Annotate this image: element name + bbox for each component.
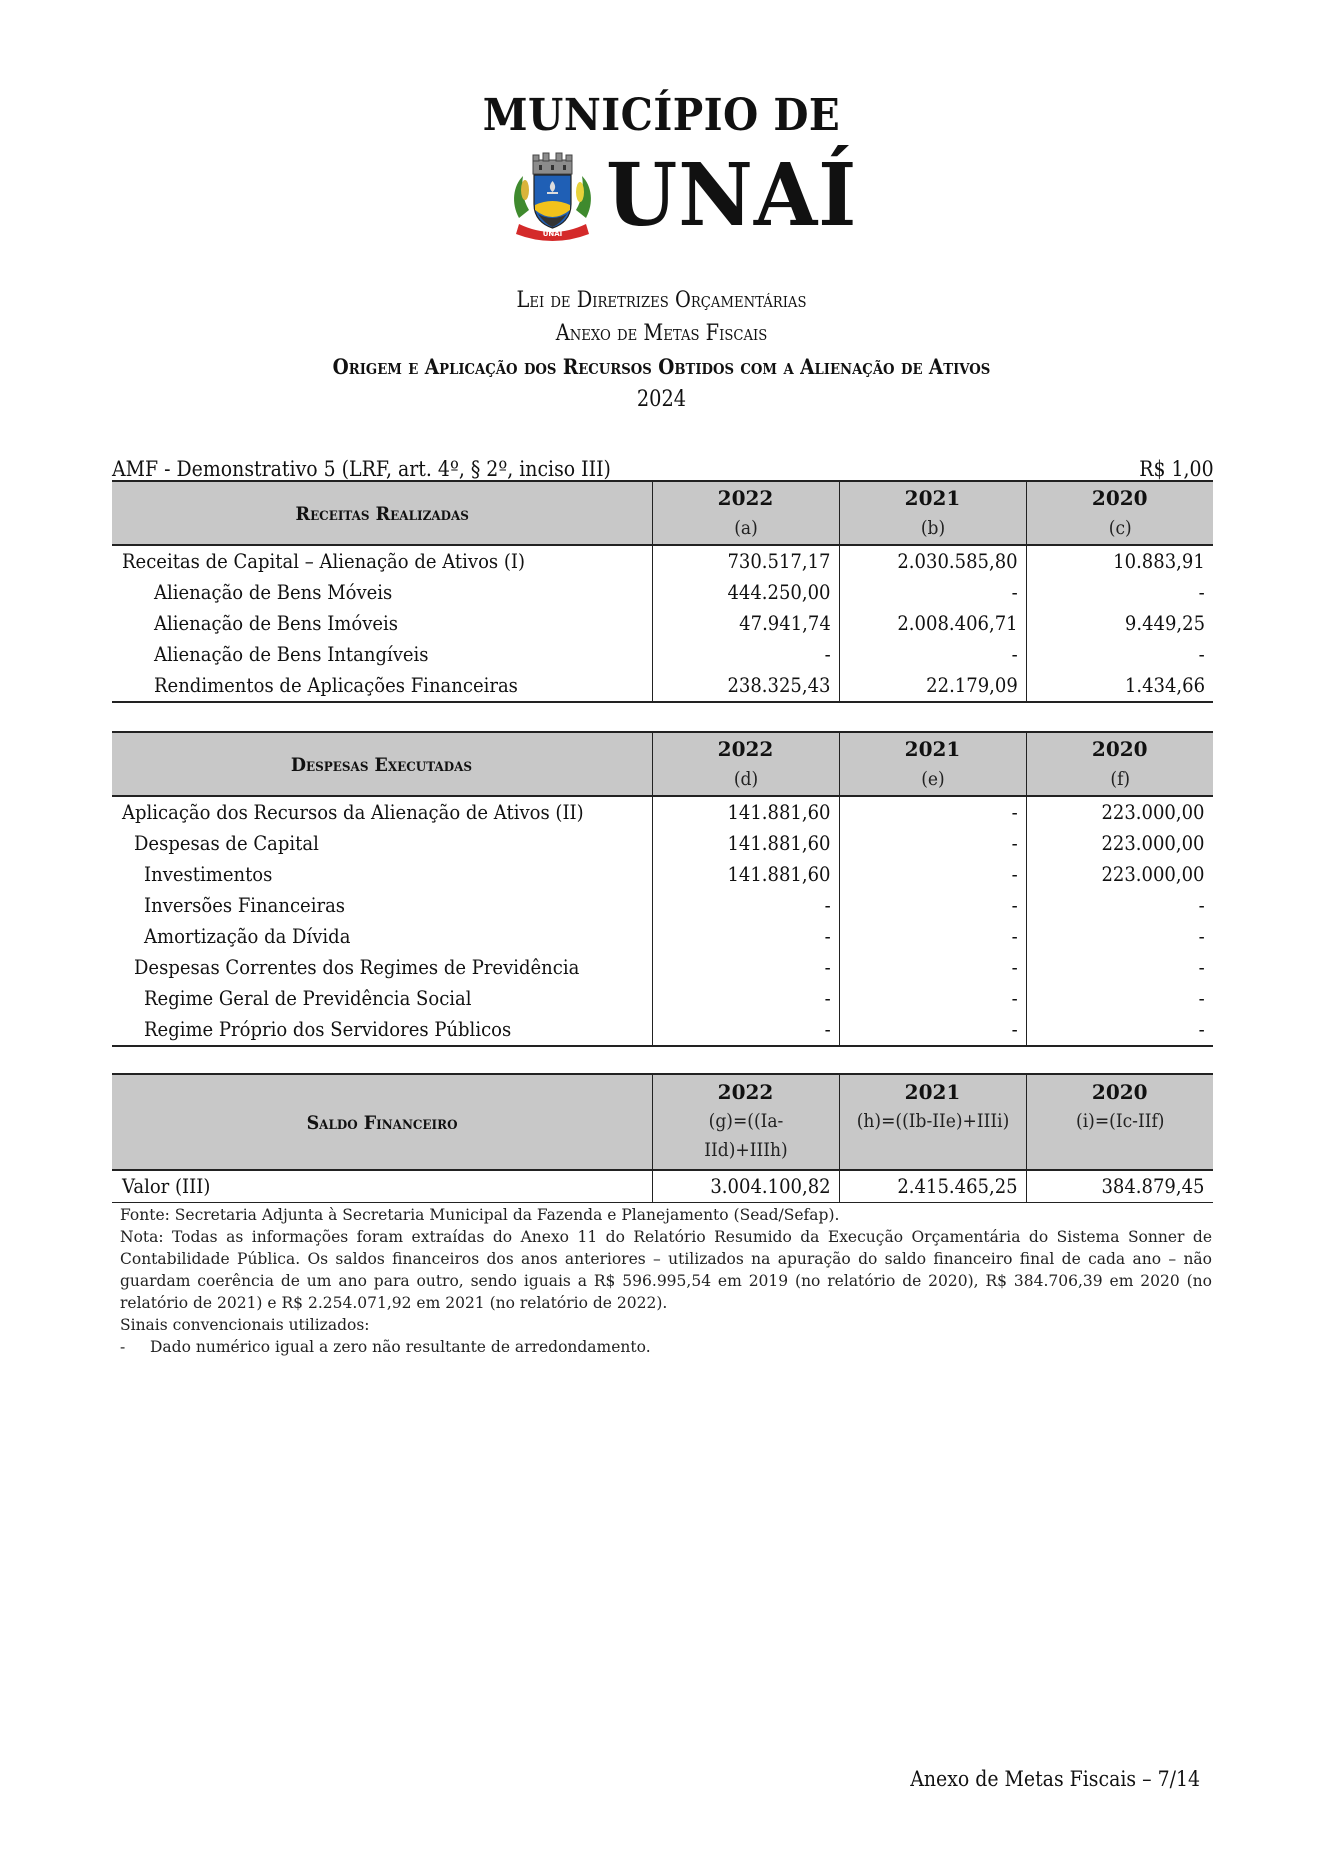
table-row: [112, 796, 1213, 828]
cell-value: 730.517,17: [727, 549, 831, 573]
masthead-logo-row: [505, 145, 871, 246]
cell-value: 2.415.465,25: [897, 1174, 1018, 1198]
municipality-title: MUNICÍPIO DE: [482, 90, 841, 141]
cell-value: 22.179,09: [925, 673, 1018, 697]
row-label: Valor (III): [122, 1174, 211, 1198]
row-label: Alienação de Bens Intangíveis: [154, 642, 429, 666]
cell-value: -: [1011, 580, 1018, 604]
table-row: [112, 890, 1213, 921]
despesas-table: [112, 731, 1213, 1047]
column-header: 2020 (f): [1026, 732, 1213, 796]
table-row: [112, 828, 1213, 859]
cell-value: 384.879,45: [1101, 1174, 1205, 1198]
report-title: Origem e Aplicação dos Recursos Obtidos com a Alienação de Ativos: [332, 354, 991, 379]
cell-value: -: [1011, 862, 1018, 886]
table-header-row: [112, 732, 1213, 796]
cell-value: -: [824, 924, 831, 948]
row-label: Rendimentos de Aplicações Financeiras: [154, 673, 518, 697]
table-row: [112, 983, 1213, 1014]
column-header: 2022 (d): [652, 732, 839, 796]
cell-value: 10.883,91: [1113, 549, 1205, 573]
cell-value: -: [824, 1017, 831, 1041]
cell-value: -: [1011, 955, 1018, 979]
cell-value: 223.000,00: [1101, 800, 1205, 824]
cell-value: -: [1011, 924, 1018, 948]
receitas-table: [112, 480, 1213, 703]
sign-symbol: -: [120, 1338, 126, 1356]
municipality-name: UNAÍ: [606, 145, 858, 246]
cell-value: -: [1198, 986, 1205, 1010]
cell-value: 1.434,66: [1124, 673, 1205, 697]
row-label: Investimentos: [144, 862, 273, 886]
cell-value: -: [824, 893, 831, 917]
table-row: [112, 1014, 1213, 1046]
report-year: 2024: [636, 387, 687, 412]
section-header: Receitas Realizadas: [112, 481, 652, 545]
section-header: Saldo Financeiro: [112, 1074, 652, 1170]
demonstrativo-label: AMF - Demonstrativo 5 (LRF, art. 4º, § 2º, inciso III): [112, 457, 611, 481]
cell-value: -: [1198, 580, 1205, 604]
currency-unit: R$ 1,00: [1139, 457, 1214, 481]
table-row: [112, 670, 1213, 702]
cell-value: -: [824, 642, 831, 666]
cell-value: 141.881,60: [727, 831, 831, 855]
cell-value: -: [1011, 1017, 1018, 1041]
demonstrativo-bar: [112, 453, 1214, 481]
sign-meaning: Dado numérico igual a zero não resultante de arredondamento.: [150, 1338, 651, 1356]
row-label: Despesas Correntes dos Regimes de Previdência: [134, 955, 580, 979]
column-header: 2021 (b): [839, 481, 1026, 545]
cell-value: 2.030.585,80: [897, 549, 1018, 573]
page-footer: [0, 1767, 1200, 1791]
cell-value: 3.004.100,82: [710, 1174, 831, 1198]
column-header: 2021 (e): [839, 732, 1026, 796]
annex-title: Anexo de Metas Fiscais: [555, 321, 768, 346]
table-row: [112, 921, 1213, 952]
law-title: Lei de Diretrizes Orçamentárias: [516, 288, 807, 313]
row-label: Regime Próprio dos Servidores Públicos: [144, 1017, 512, 1041]
cell-value: -: [1011, 642, 1018, 666]
cell-value: -: [1011, 893, 1018, 917]
table-header-row: [112, 481, 1213, 545]
table-row: [112, 545, 1213, 577]
row-label: Alienação de Bens Móveis: [154, 580, 393, 604]
table-row: [112, 577, 1213, 608]
explanatory-note: Nota: Todas as informações foram extraídas do Anexo 11 do Relatório Resumido da Execução Orçamentária do Sistema Sonner de Contabilidade Pública. Os saldos financeiros dos anos anteriores – utilizados na apuração do saldo financeiro final de cada ano – não guardam coerência de um ano para outro, sendo iguais a R$ 596.995,54 em 2019 (no relatório de 2020), R$ 384.706,39 em 2020 (no relatório de 2021) e R$ 2.254.071,92 em 2021 (no relatório de 2022).: [120, 1228, 1212, 1312]
cell-value: 9.449,25: [1124, 611, 1205, 635]
column-header: 2022 (g)=((Ia- IId)+IIIh): [652, 1074, 839, 1170]
table-row: [112, 639, 1213, 670]
section-header: Despesas Executadas: [112, 732, 652, 796]
cell-value: -: [824, 986, 831, 1010]
table-row: [112, 608, 1213, 639]
column-header: 2022 (a): [652, 481, 839, 545]
cell-value: 47.941,74: [738, 611, 831, 635]
cell-value: -: [1198, 642, 1205, 666]
sign-legend-item: [120, 1336, 1212, 1358]
cell-value: -: [824, 955, 831, 979]
row-label: Despesas de Capital: [134, 831, 319, 855]
table-row: [112, 859, 1213, 890]
table-header-row: [112, 1074, 1213, 1170]
source-note: Fonte: Secretaria Adjunta à Secretaria Municipal da Fazenda e Planejamento (Sead/Sefap).: [120, 1206, 840, 1224]
cell-value: -: [1198, 1017, 1205, 1041]
column-header: 2021 (h)=((Ib-IIe)+IIIi): [839, 1074, 1026, 1170]
cell-value: -: [1011, 831, 1018, 855]
row-label: Inversões Financeiras: [144, 893, 346, 917]
cell-value: 238.325,43: [727, 673, 831, 697]
row-label: Aplicação dos Recursos da Alienação de Ativos (II): [122, 800, 584, 824]
svg-text:UNAÍ: UNAÍ: [542, 230, 563, 238]
row-label: Amortização da Dívida: [144, 924, 351, 948]
signs-title: Sinais convencionais utilizados:: [120, 1316, 370, 1334]
cell-value: 2.008.406,71: [897, 611, 1018, 635]
table-row: [112, 952, 1213, 983]
saldo-table: [112, 1073, 1213, 1203]
page-number-label: Anexo de Metas Fiscais – 7/14: [910, 1767, 1200, 1791]
footnotes: [120, 1204, 1212, 1358]
column-header: 2020 (i)=(Ic-IIf): [1026, 1074, 1213, 1170]
row-label: Alienação de Bens Imóveis: [154, 611, 399, 635]
document-titles: [0, 284, 1323, 417]
row-label: Receitas de Capital – Alienação de Ativos (I): [122, 549, 526, 573]
cell-value: 223.000,00: [1101, 862, 1205, 886]
row-label: Regime Geral de Previdência Social: [144, 986, 472, 1010]
cell-value: -: [1198, 955, 1205, 979]
cell-value: 223.000,00: [1101, 831, 1205, 855]
table-row: [112, 1170, 1213, 1203]
municipal-coat-of-arms-icon: [505, 148, 600, 243]
cell-value: 141.881,60: [727, 800, 831, 824]
cell-value: 141.881,60: [727, 862, 831, 886]
cell-value: -: [1011, 986, 1018, 1010]
cell-value: -: [1198, 893, 1205, 917]
cell-value: 444.250,00: [727, 580, 831, 604]
cell-value: -: [1011, 800, 1018, 824]
cell-value: -: [1198, 924, 1205, 948]
column-header: 2020 (c): [1026, 481, 1213, 545]
